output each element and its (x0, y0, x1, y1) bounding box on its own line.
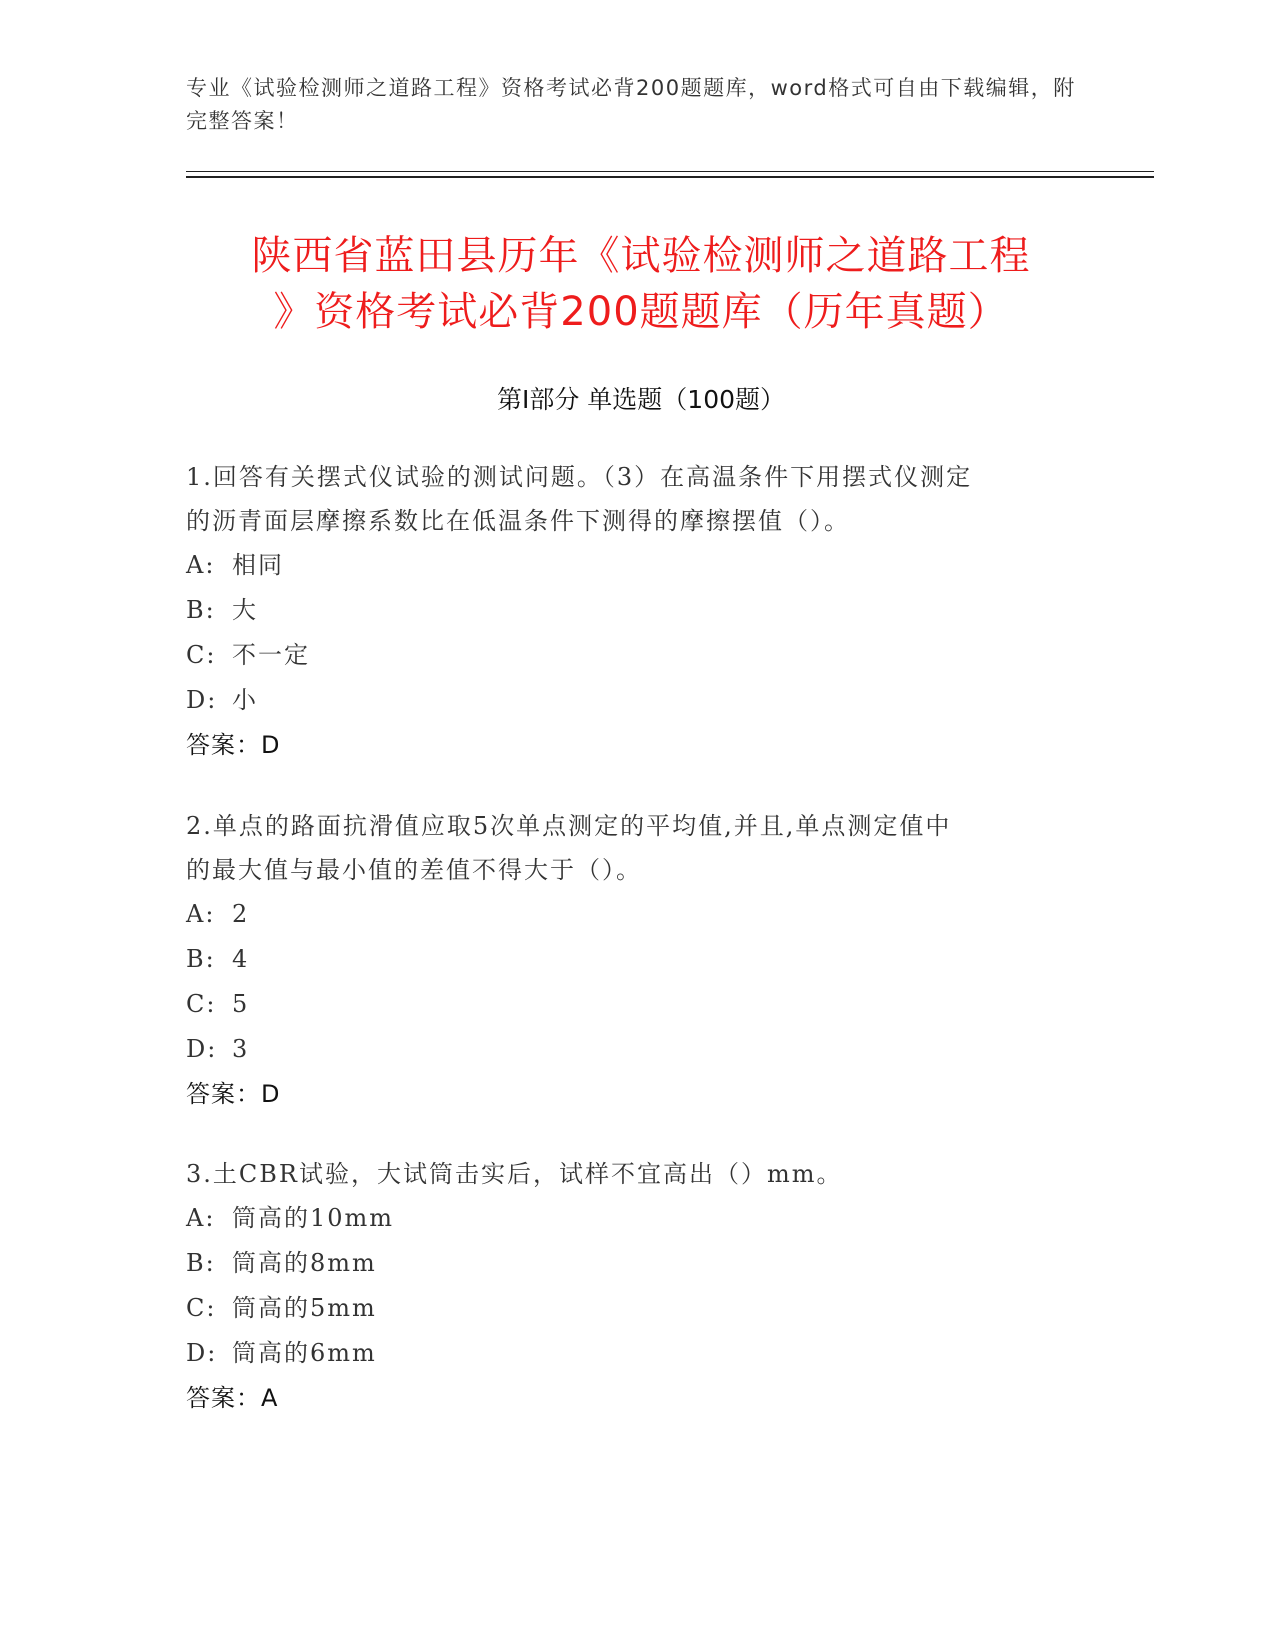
question-stem: 的最大值与最小值的差值不得大于（）。 (186, 856, 642, 884)
option-label: B: (186, 596, 216, 624)
answer-line (186, 1072, 1066, 1117)
option-a (186, 892, 1066, 937)
question-stem: 的沥青面层摩擦系数比在低温条件下测得的摩擦摆值（）。 (186, 507, 850, 535)
option-text: 不一定 (232, 641, 310, 669)
option-text: 相同 (232, 551, 284, 579)
option-text: 小 (232, 686, 258, 714)
answer-value: D (261, 1080, 281, 1108)
question-stem: 2.单点的路面抗滑值应取5次单点测定的平均值,并且,单点测定值中 (186, 812, 952, 840)
option-text: 2 (232, 900, 250, 928)
option-label: B: (186, 945, 216, 973)
answer-prefix: 答案： (186, 1384, 261, 1412)
option-d (186, 678, 1066, 723)
option-label: A: (186, 551, 216, 579)
section-title: 第I部分 单选题（100题） (496, 385, 786, 414)
option-label: C: (186, 1294, 217, 1322)
question-stem: 3.土CBR试验，大试筒击实后，试样不宜高出（）mm。 (186, 1160, 843, 1188)
option-text: 筒高的6mm (232, 1339, 377, 1367)
option-b (186, 937, 1066, 982)
question-2 (186, 804, 1066, 1117)
answer-prefix: 答案： (186, 731, 261, 759)
option-d (186, 1331, 1066, 1376)
option-label: C: (186, 641, 217, 669)
option-text: 筒高的10mm (232, 1204, 395, 1232)
title-line-1: 陕西省蓝田县历年《试验检测师之道路工程 (251, 233, 1031, 279)
title-line-2: 》资格考试必背200题题库（历年真题） (273, 289, 1009, 335)
option-label: C: (186, 990, 217, 1018)
answer-line (186, 723, 1066, 768)
option-a (186, 1196, 1066, 1241)
option-text: 3 (232, 1035, 250, 1063)
option-label: A: (186, 1204, 216, 1232)
question-stem: 1.回答有关摆式仪试验的测试问题。（3）在高温条件下用摆式仪测定 (186, 463, 973, 491)
option-b (186, 1241, 1066, 1286)
option-c (186, 982, 1066, 1027)
option-label: D: (186, 686, 218, 714)
option-c (186, 633, 1066, 678)
answer-prefix: 答案： (186, 1080, 261, 1108)
option-text: 4 (232, 945, 250, 973)
answer-value: D (261, 731, 281, 759)
answer-line (186, 1376, 1066, 1421)
option-text: 筒高的8mm (232, 1249, 377, 1277)
option-text: 筒高的5mm (232, 1294, 377, 1322)
option-label: A: (186, 900, 216, 928)
option-label: D: (186, 1035, 218, 1063)
header-note: 专业《试验检测师之道路工程》资格考试必背200题题库，word格式可自由下载编辑，附完整答案！ (186, 76, 1076, 133)
question-3 (186, 1152, 1066, 1421)
header-rule-thick (186, 176, 1154, 178)
option-text: 5 (232, 990, 250, 1018)
option-label: B: (186, 1249, 216, 1277)
document-title (186, 228, 1096, 340)
header-rule-thin (186, 171, 1154, 172)
option-c (186, 1286, 1066, 1331)
option-d (186, 1027, 1066, 1072)
option-a (186, 543, 1066, 588)
option-text: 大 (232, 596, 258, 624)
question-1 (186, 455, 1066, 768)
answer-value: A (261, 1384, 279, 1412)
option-label: D: (186, 1339, 218, 1367)
option-b (186, 588, 1066, 633)
